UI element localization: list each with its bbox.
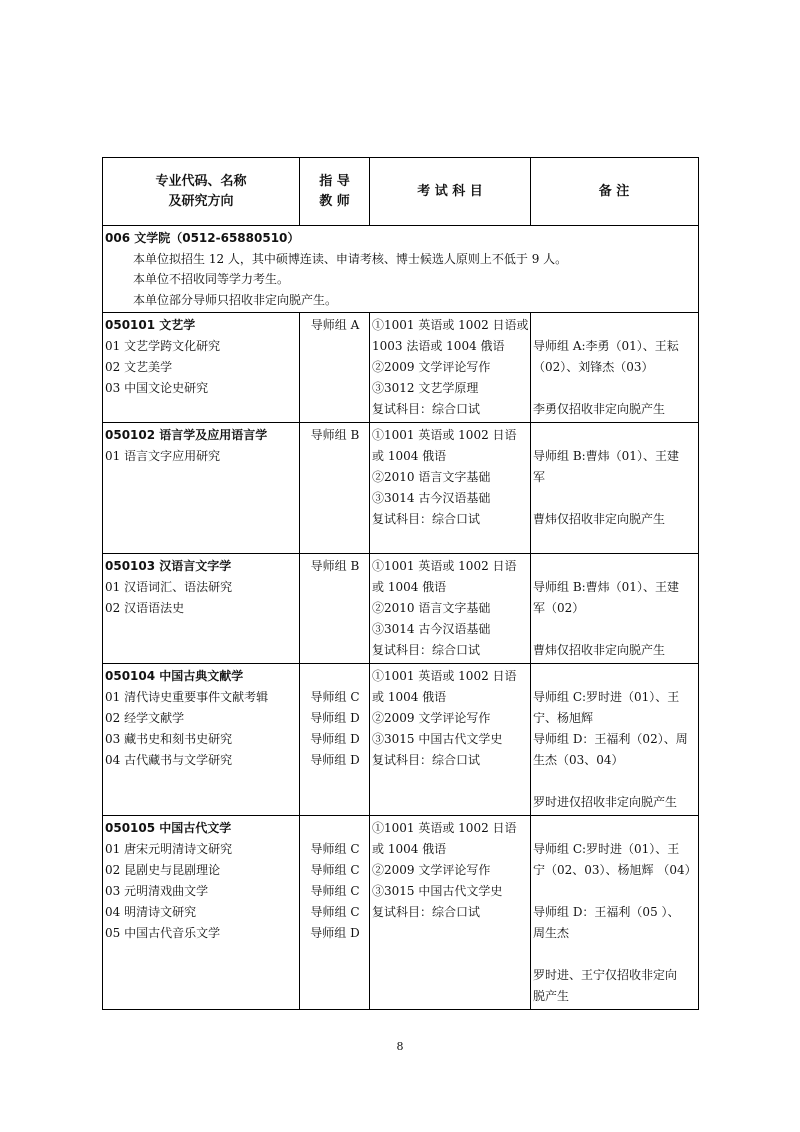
research-direction: 01 唐宋元明清诗文研究 bbox=[105, 842, 233, 856]
advisor-group: 导师组 D bbox=[310, 926, 360, 940]
remark-line bbox=[533, 666, 696, 687]
header-major-line1: 专业代码、名称 bbox=[155, 173, 247, 189]
exam-subject bbox=[372, 530, 529, 551]
exam-subject: ③3015 中国古代文学史 bbox=[372, 732, 503, 746]
remark-line: 罗时进仅招收非定向脱产生 bbox=[533, 795, 678, 809]
remark-line: 曹炜仅招收非定向脱产生 bbox=[533, 643, 666, 657]
header-major-line2: 及研究方向 bbox=[168, 193, 234, 209]
research-direction: 03 藏书史和刻书史研究 bbox=[105, 732, 233, 746]
research-direction: 04 古代藏书与文学研究 bbox=[105, 753, 233, 767]
unit-note: 本单位不招收同等学力考生。 bbox=[133, 272, 290, 286]
header-exam bbox=[370, 158, 531, 225]
remark-line bbox=[533, 378, 696, 399]
remarks-cell bbox=[531, 816, 697, 1009]
remark-line: 宁、杨旭辉 bbox=[533, 711, 594, 725]
remark-line: 导师组 A:李勇（01）、王耘 bbox=[533, 339, 679, 353]
remark-line: 导师组 B:曹炜（01）、王建 bbox=[533, 449, 679, 463]
research-direction: 01 汉语词汇、语法研究 bbox=[105, 580, 233, 594]
advisor-group: 导师组 C bbox=[310, 842, 360, 856]
exam-subject: 或 1004 俄语 bbox=[372, 580, 447, 594]
major-cell bbox=[103, 664, 300, 815]
exam-subject: 复试科目：综合口试 bbox=[372, 402, 481, 416]
remark-line bbox=[533, 556, 696, 577]
exam-subject: 1003 法语或 1004 俄语 bbox=[372, 339, 505, 353]
major-name: 050104 中国古典文献学 bbox=[105, 669, 244, 683]
remark-line bbox=[533, 619, 696, 640]
research-direction: 02 经学文献学 bbox=[105, 711, 185, 725]
remarks-cell bbox=[531, 554, 697, 663]
advisor-group: 导师组 C bbox=[310, 905, 360, 919]
exam-subject: ②2009 文学评论写作 bbox=[372, 360, 491, 374]
exam-subject: ③3012 文艺学原理 bbox=[372, 381, 479, 395]
research-direction: 03 元明清戏曲文学 bbox=[105, 884, 209, 898]
exam-cell bbox=[370, 816, 531, 1009]
major-name: 050101 文艺学 bbox=[105, 318, 196, 332]
exam-subject: 复试科目：综合口试 bbox=[372, 905, 481, 919]
exam-subject: ①1001 英语或 1002 日语 bbox=[372, 669, 517, 683]
advisor-group: 导师组 B bbox=[310, 559, 360, 573]
remarks-cell bbox=[531, 313, 697, 422]
major-name: 050103 汉语言文字学 bbox=[105, 559, 232, 573]
remark-line bbox=[533, 315, 696, 336]
exam-cell bbox=[370, 664, 531, 815]
exam-subject: 复试科目：综合口试 bbox=[372, 753, 481, 767]
advisor-group: 导师组 C bbox=[310, 863, 360, 877]
advisor-group: 导师组 B bbox=[310, 428, 360, 442]
advisor-cell bbox=[300, 664, 370, 815]
exam-subject: 或 1004 俄语 bbox=[372, 690, 447, 704]
major-row bbox=[103, 313, 698, 423]
exam-subject: ①1001 英语或 1002 日语 bbox=[372, 821, 517, 835]
exam-subject: ③3015 中国古代文学史 bbox=[372, 884, 503, 898]
unit-section bbox=[103, 226, 698, 313]
major-row bbox=[103, 816, 698, 1009]
exam-subject: ②2010 语言文字基础 bbox=[372, 470, 491, 484]
header-remarks-label: 备 注 bbox=[598, 183, 630, 199]
remark-line: 导师组 D：王福利（02）、周 bbox=[533, 732, 688, 746]
unit-name: 006 文学院（0512-65880510） bbox=[105, 231, 300, 245]
remark-line: 李勇仅招收非定向脱产生 bbox=[533, 402, 666, 416]
remark-line: 生杰（03、04） bbox=[533, 753, 624, 767]
header-advisor-line2: 教 师 bbox=[319, 193, 350, 209]
research-direction: 03 中国文论史研究 bbox=[105, 381, 209, 395]
unit-note: 本单位拟招生 12 人，其中硕博连读、申请考核、博士候选人原则上不低于 9 人。 bbox=[133, 251, 568, 266]
enrollment-table bbox=[102, 157, 699, 1010]
research-direction: 01 语言文字应用研究 bbox=[105, 449, 221, 463]
exam-subject: 复试科目：综合口试 bbox=[372, 512, 481, 526]
research-direction: 02 汉语语法史 bbox=[105, 601, 185, 615]
major-row bbox=[103, 664, 698, 816]
exam-subject: ②2009 文学评论写作 bbox=[372, 711, 491, 725]
advisor-group: 导师组 D bbox=[310, 732, 360, 746]
advisor-cell bbox=[300, 313, 370, 422]
advisor-group bbox=[302, 666, 368, 687]
research-direction: 04 明清诗文研究 bbox=[105, 905, 197, 919]
advisor-group bbox=[302, 818, 368, 839]
major-cell bbox=[103, 554, 300, 663]
advisor-group: 导师组 C bbox=[310, 690, 360, 704]
remark-line: 军 bbox=[533, 470, 546, 484]
unit-note: 本单位部分导师只招收非定向脱产生。 bbox=[133, 292, 338, 307]
remark-line bbox=[533, 488, 696, 509]
research-direction: 05 中国古代音乐文学 bbox=[105, 926, 221, 940]
remark-line: 导师组 B:曹炜（01）、王建 bbox=[533, 580, 679, 594]
major-name: 050102 语言学及应用语言学 bbox=[105, 428, 268, 442]
remark-line: 周生杰 bbox=[533, 926, 570, 940]
advisor-cell bbox=[300, 554, 370, 663]
major-cell bbox=[103, 313, 300, 422]
remark-line bbox=[533, 771, 696, 792]
advisor-group: 导师组 C bbox=[310, 884, 360, 898]
remark-line: 军（02） bbox=[533, 601, 585, 615]
exam-cell bbox=[370, 554, 531, 663]
remark-line: 导师组 C:罗时进（01）、王 bbox=[533, 842, 680, 856]
major-name: 050105 中国古代文学 bbox=[105, 821, 232, 835]
remark-line: 罗时进、王宁仅招收非定向 bbox=[533, 968, 678, 982]
research-direction: 02 昆剧史与昆剧理论 bbox=[105, 863, 221, 877]
header-remarks bbox=[531, 158, 697, 225]
remark-line: 脱产生 bbox=[533, 989, 570, 1003]
remark-line bbox=[533, 425, 696, 446]
advisor-cell bbox=[300, 816, 370, 1009]
major-cell bbox=[103, 423, 300, 553]
major-row bbox=[103, 554, 698, 664]
exam-cell bbox=[370, 313, 531, 422]
remark-line: 宁（02、03）、杨旭辉 （04） bbox=[533, 863, 697, 877]
major-rows bbox=[103, 313, 698, 1009]
remark-line bbox=[533, 818, 696, 839]
advisor-group: 导师组 D bbox=[310, 711, 360, 725]
remark-line: 导师组 C:罗时进（01）、王 bbox=[533, 690, 680, 704]
major-cell bbox=[103, 816, 300, 1009]
major-row bbox=[103, 423, 698, 554]
header-exam-label: 考 试 科 目 bbox=[417, 183, 483, 199]
exam-subject: 或 1004 俄语 bbox=[372, 449, 447, 463]
remark-line bbox=[533, 881, 696, 902]
table-header bbox=[103, 158, 698, 226]
remark-line: 导师组 D：王福利（05 ）、 bbox=[533, 905, 680, 919]
remark-line bbox=[533, 944, 696, 965]
exam-subject: 复试科目：综合口试 bbox=[372, 643, 481, 657]
page-number: 8 bbox=[396, 1040, 404, 1053]
exam-subject: 或 1004 俄语 bbox=[372, 842, 447, 856]
header-advisor-line1: 指 导 bbox=[319, 173, 350, 189]
remark-line: （02）、刘锋杰（03） bbox=[533, 360, 654, 374]
exam-cell bbox=[370, 423, 531, 553]
exam-subject: ②2010 语言文字基础 bbox=[372, 601, 491, 615]
remarks-cell bbox=[531, 423, 697, 553]
research-direction: 01 清代诗史重要事件文献考辑 bbox=[105, 690, 269, 704]
header-major bbox=[103, 158, 300, 225]
advisor-group: 导师组 A bbox=[310, 318, 360, 332]
exam-subject: ①1001 英语或 1002 日语或 bbox=[372, 318, 529, 332]
exam-subject: ③3014 古今汉语基础 bbox=[372, 491, 491, 505]
exam-subject: ②2009 文学评论写作 bbox=[372, 863, 491, 877]
research-direction: 01 文艺学跨文化研究 bbox=[105, 339, 221, 353]
exam-subject: ①1001 英语或 1002 日语 bbox=[372, 428, 517, 442]
research-direction: 02 文艺美学 bbox=[105, 360, 173, 374]
header-advisor bbox=[300, 158, 370, 225]
advisor-group: 导师组 D bbox=[310, 753, 360, 767]
advisor-cell bbox=[300, 423, 370, 553]
exam-subject: ①1001 英语或 1002 日语 bbox=[372, 559, 517, 573]
remark-line bbox=[533, 530, 696, 551]
remark-line: 曹炜仅招收非定向脱产生 bbox=[533, 512, 666, 526]
remarks-cell bbox=[531, 664, 697, 815]
exam-subject: ③3014 古今汉语基础 bbox=[372, 622, 491, 636]
